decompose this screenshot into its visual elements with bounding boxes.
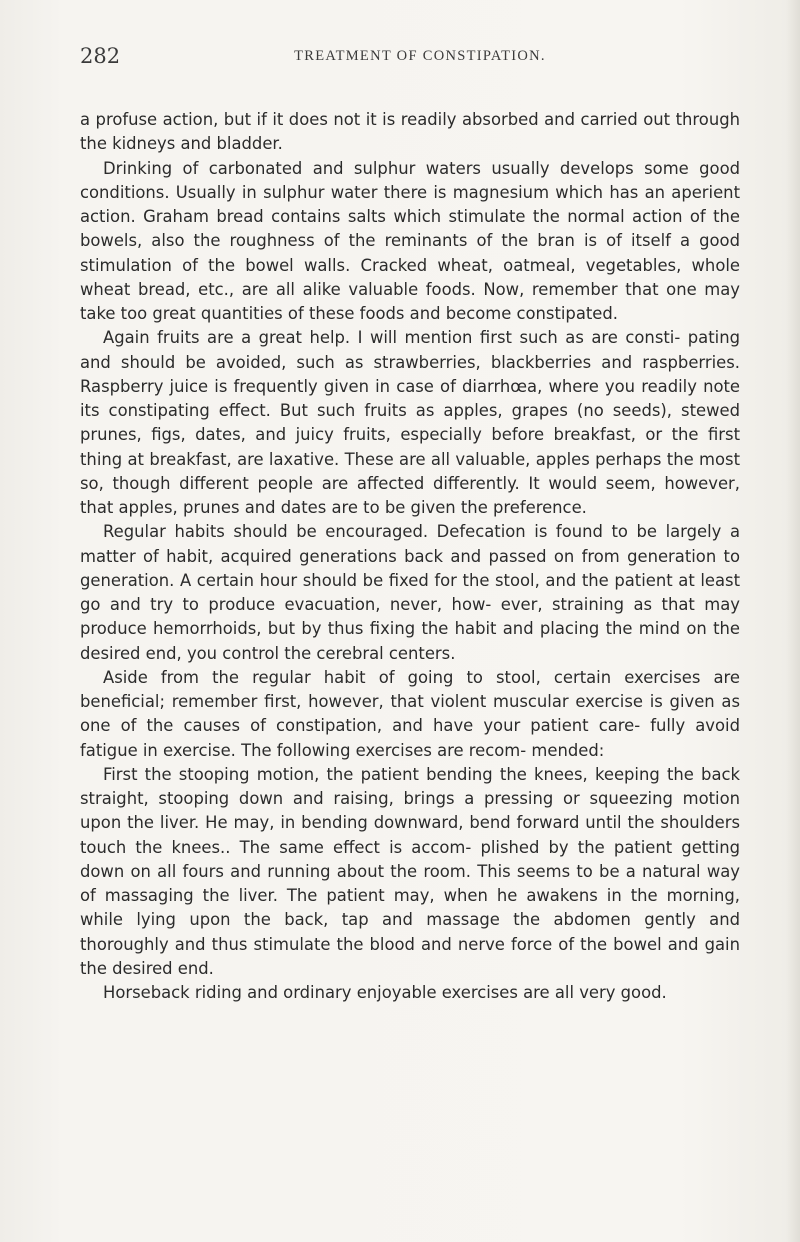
- page-header: [80, 44, 740, 74]
- paragraph-continuation: a profuse action, but if it does not it is readily absorbed and carried out through the kidneys and bladder.: [80, 110, 740, 154]
- page-edge-shadow: [786, 0, 800, 1242]
- paragraph-fruits: Again fruits are a great help. I will mention first such as are consti- pating and should be avoided, such as strawberries, blackberries and raspberries. Raspberry juice is frequently given in case of diarrhœa, where you readily note its constipating effect. But such fruits as apples, grapes (no seeds), stewed prunes, figs, dates, and juicy fruits, especially before breakfast, or the first thing at breakfast, are laxative. These are all valuable, apples perhaps the most so, though different people are affected differently. It would seem, however, that apples, prunes and dates are to be given the preference.: [80, 328, 740, 517]
- paragraph-waters-and-foods: Drinking of carbonated and sulphur waters usually develops some good conditions. Usually in sulphur water there is magnesium which has an aperient action. Graham bread contains salts which stimulate the normal action of the bowels, also the roughness of the reminants of the bran is of itself a good stimulation of the bowel walls. Cracked wheat, oatmeal, vegetables, whole wheat bread, etc., are all alike valuable foods. Now, remember that one may take too great quantities of these foods and become constipated.: [80, 158, 740, 323]
- running-head: TREATMENT OF CONSTIPATION.: [294, 48, 546, 64]
- paragraph-regular-habits: Regular habits should be encouraged. Defecation is found to be largely a matter of habit, acquired generations back and passed on from generation to generation. A certain hour should be fixed for the stool, and the patient at least go and try to produce evacuation, never, how- ever, straining as that may produce hemorrhoids, but by thus fixing the habit and placing the mind on the desired end, you control the cerebral centers.: [80, 522, 740, 663]
- page-number: 282: [80, 44, 121, 68]
- paragraph-horseback-riding: Horseback riding and ordinary enjoyable exercises are all very good.: [103, 983, 667, 1002]
- paragraph-exercises-intro: Aside from the regular habit of going to stool, certain exercises are beneficial; remember first, however, that violent muscular exercise is given as one of the causes of constipation, and have your patient care- fully avoid fatigue in exercise. The following exercises are recom- mended:: [80, 667, 740, 760]
- body-text: [80, 108, 740, 1005]
- paragraph-stooping-motion: First the stooping motion, the patient bending the knees, keeping the back straight, stooping down and raising, brings a pressing or squeezing motion upon the liver. He may, in bending downward, bend forward until the shoulders touch the knees.. The same effect is accom- plished by the patient getting down on all fours and running about the room. This seems to be a natural way of massaging the liver. The patient may, when he awakens in the morning, while lying upon the back, tap and massage the abdomen gently and thoroughly and thus stimulate the blood and nerve force of the bowel and gain the desired end.: [80, 764, 740, 978]
